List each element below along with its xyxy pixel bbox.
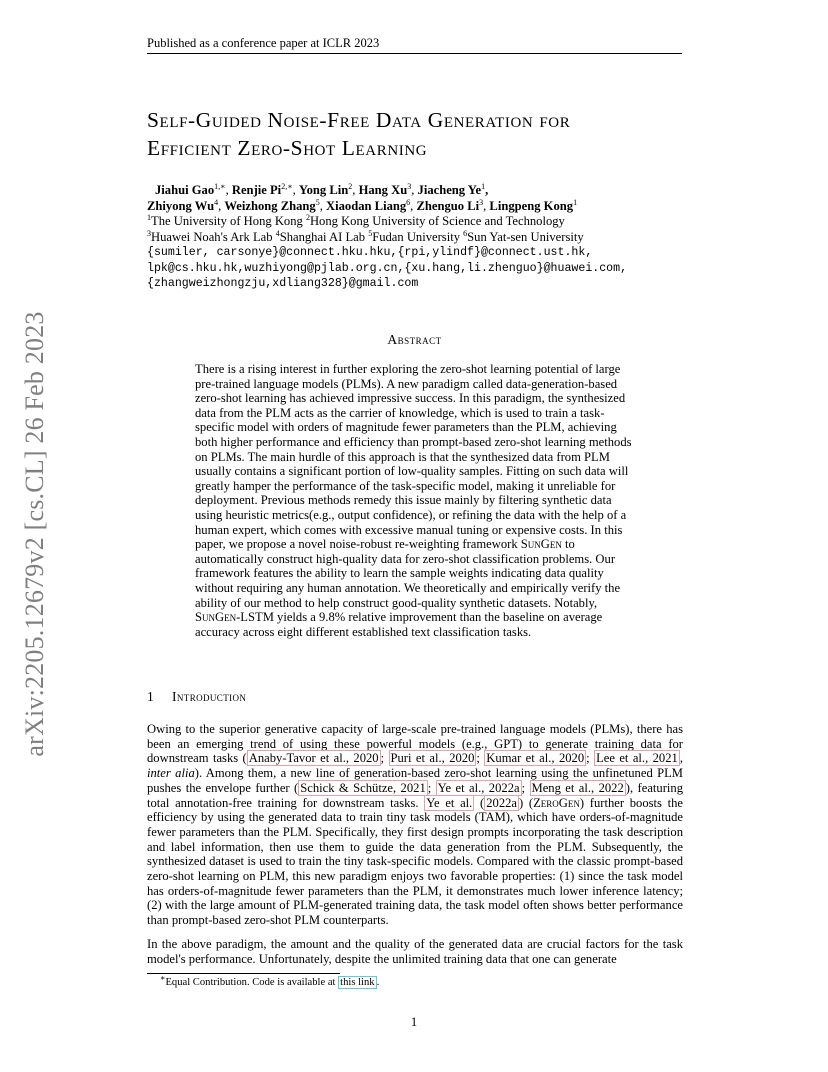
author-sup: 5 <box>315 197 320 207</box>
citation-link[interactable]: Ye et al. <box>426 795 473 810</box>
section-number: 1 <box>147 689 155 704</box>
intro-paragraph-1: Owing to the superior generative capacity of large-scale pre-trained language models (PLMs), there has been an emerging trend of using these powerful models (e.g., GPT) to generate training data for downstream tasks ( Anaby-Tavor et al., 2020 ; Puri et al., 2020 ; Kumar et al., 2020 ; Lee et al., 2021 , inter alia). Among them, a new line of generation-based zero-shot learning using the unfinetuned PLM pushes the envelope further ( Schick & Schütze, 2021 ; Ye et al., 2022a ; Meng et al., 2022 ), featuring total annotation-free training for downstream tasks. Ye et al. ( 2022a ) (ZeroGen) further boosts the efficiency by using the generated data to train tiny task models (TAM), which have orders-of-magnitude fewer parameters than the PLM. Specifically, they first design prompts incorporating the task description and label information, then use them to guide the data generation from the PLM. Subsequently, the synthesized dataset is used to train the tiny task-specific models. Compared with the classic prompt-based zero-shot learning on PLM, this new paradigm enjoys two favorable properties: (1) since the task model has orders-of-magnitude fewer parameters than the PLM, it demonstrates much lower inference latency; (2) with the large amount of PLM-generated training data, the task model often shows better performance than prompt-based zero-shot PLM counterparts. <box>147 722 683 928</box>
author-sup: 1 <box>573 197 578 207</box>
page-number: 1 <box>410 1015 418 1029</box>
email-line-3: {zhangweizhongzju,xdliang328}@gmail.com <box>147 277 419 290</box>
email-line-2: lpk@cs.hku.hk,wuzhiyong@pjlab.org.cn,{xu.hang,li.zhenguo}@huawei.com, <box>147 261 628 275</box>
author-name: Hang Xu <box>358 183 408 197</box>
author-sup: 2,∗ <box>281 181 293 191</box>
author-line-1: Jiahui Gao$^{1,∗}$, Renjie $Pi^{2,∗}$, Yong Lin$^2$, Hang Xu$^3$, Jiacheng Ye$^1$, <box>155 181 489 197</box>
citation-link[interactable]: Lee et al., 2021 <box>596 751 678 766</box>
affiliation: Hong Kong University of Science and Technology <box>309 214 565 228</box>
abstract-text: to automatically construct high-quality data for zero-shot classification problems. Our framework features the ability to learn the sample weights indicating data quality without requiring any human annotation. We theoretically and empirically verify the ability of our method to help construct good-quality synthetic datasets. Notably, <box>195 537 621 610</box>
body-text: Owing to the superior generative capacity of large-scale pre-trained language models (PLMs), there has been an emerging trend of using these powerful models (e.g., GPT) to generate training data for downstream tasks ( <box>147 722 683 766</box>
citation-link[interactable]: Kumar et al., 2020 <box>486 751 585 766</box>
code-link[interactable]: this link <box>340 977 375 988</box>
section-heading <box>147 689 246 705</box>
footnote-rule <box>147 973 340 974</box>
email-line-1: {sumiler, carsonye}@connect.hku.hku,{rpi,ylindf}@connect.ust.hk, <box>147 246 593 259</box>
method-name: SunGen <box>520 537 562 552</box>
author-block <box>147 181 715 292</box>
section-title: Introduction <box>172 689 247 704</box>
author-sup: 3 <box>407 181 412 191</box>
title-line-2: Efficient Zero-Shot Learning <box>147 136 428 160</box>
author-name: Jiacheng Ye <box>417 183 482 197</box>
citation-link[interactable]: Puri et al., 2020 <box>390 751 475 766</box>
author-name: Jiahui Gao <box>155 183 215 197</box>
intro-paragraph-2: In the above paradigm, the amount and the quality of the generated data are crucial factors for the task model's performance. Unfortunately, despite the unlimited training data that one can generate <box>147 937 683 966</box>
citation-link[interactable]: Meng et al., 2022 <box>531 780 624 795</box>
footnote-text: Equal Contribution. Code is available at <box>165 977 339 988</box>
affiliation-line-1 <box>147 214 715 230</box>
footnote <box>160 973 380 988</box>
author-sup: 4 <box>214 197 219 207</box>
author-name: Weizhong Zhang <box>224 198 316 213</box>
affiliation: Fudan University <box>372 229 464 244</box>
body-text: ). Among them, a new line of generation-based zero-shot learning using the unfinetuned PLM pushes the envelope further ( <box>147 766 683 795</box>
abstract-text: There is a rising interest in further exploring the zero-shot learning potential of large pre-trained language models (PLMs). A new paradigm called data-generation-based zero-shot learning has achieved impressive success. In this paradigm, the synthesized data from the PLM acts as the carrier of knowledge, which is used to train a task-specific model with orders of magnitude fewer parameters than the PLM, achieving both higher performance and efficiency than prompt-based zero-shot learning methods on PLMs. The main hurdle of this approach is that the synthesized data from PLM usually contains a significant portion of low-quality samples. Fitting on such data will greatly hamper the performance of the task-specific model, making it unreliable for deployment. Previous methods remedy this issue mainly by filtering synthetic data using heuristic metrics(e.g., output confidence), or refining the data with the help of a human expert, which comes with excessive manual tuning or expensive costs. In this paper, we propose a novel noise-robust re-weighting framework <box>195 362 632 552</box>
author-name: Xiaodan Liang <box>326 198 407 213</box>
author-name: Zhiyong Wu <box>147 198 215 213</box>
author-line-2: Zhiyong Wu$^4$, Weizhong Zhang$^5$, Xiaodan Liang$^6$, Zhenguo Li$^3$, Lingpeng Kong$^1$ <box>147 197 578 213</box>
abstract-body <box>195 362 634 639</box>
author-sup: 6 <box>406 197 411 207</box>
affil-sup: 5 <box>368 228 373 238</box>
method-name: ZeroGen <box>533 795 580 810</box>
affiliation: Sun Yat-sen University <box>467 229 584 244</box>
citation-link[interactable]: Schick & Schütze, 2021 <box>300 780 426 795</box>
body-text: ) further boosts the efficiency by using the generated data to train tiny task models (TAM), which have orders-of-magnitude fewer parameters than the PLM. Specifically, they first design prompts incorporating the task description and label information, then use them to guide the data generation from the PLM. Subsequently, the synthesized dataset is used to train the tiny task-specific models. Compared with the classic prompt-based zero-shot learning on PLM, this new paradigm enjoys two favorable properties: (1) since the task model has orders-of-magnitude fewer parameters than the PLM, it demonstrates much lower inference latency; (2) with the large amount of PLM-generated training data, the task model often shows better performance than prompt-based zero-shot PLM counterparts. <box>147 795 683 928</box>
header-rule <box>147 53 682 54</box>
citation-link[interactable]: Ye et al., 2022a <box>437 780 520 795</box>
affiliation: Shanghai AI Lab <box>279 229 369 244</box>
author-sup: 2 <box>348 181 353 191</box>
paper-title <box>147 106 707 162</box>
affil-sup: 2 <box>305 212 310 222</box>
body-text: ), featuring total annotation-free training for downstream tasks. <box>147 780 683 810</box>
abstract-text: -LSTM yields a 9.8% relative improvement than the baseline on average accuracy across eight different established text classification tasks. <box>195 610 603 639</box>
affil-sup: 1 <box>147 212 151 222</box>
affiliation: Huawei Noah's Ark Lab <box>151 229 276 244</box>
author-sup: 1 <box>481 181 486 191</box>
author-sup: 3 <box>479 197 484 207</box>
citation-link[interactable]: 2022a <box>486 795 518 810</box>
affil-sup: 6 <box>463 228 468 238</box>
author-name: Lingpeng Kong <box>489 198 574 213</box>
author-name: Yong Lin <box>298 183 349 197</box>
footnote-text: . <box>376 977 380 988</box>
body-text: inter alia <box>147 766 195 781</box>
author-sup: 1,∗ <box>214 181 226 191</box>
arxiv-stamp[interactable]: arXiv:2205.12679v2 [cs.CL] 26 Feb 2023 <box>20 311 49 757</box>
title-line-1: Self-Guided Noise-Free Data Generation for <box>147 108 571 132</box>
method-name: SunGen <box>195 610 237 625</box>
author-name: Renjie Pi <box>231 183 282 197</box>
affil-sup: 3 <box>147 228 151 238</box>
running-header: Published as a conference paper at ICLR 2023 <box>147 36 380 50</box>
footnote-mark: ∗ <box>160 973 166 983</box>
author-name: Zhenguo Li <box>416 198 480 213</box>
citation-link[interactable]: Anaby-Tavor et al., 2020 <box>248 751 379 766</box>
affiliation: The University of Hong Kong <box>151 214 306 228</box>
affiliation-line-2 <box>147 230 715 246</box>
abstract-heading: Abstract <box>387 332 442 347</box>
affil-sup: 4 <box>275 228 280 238</box>
